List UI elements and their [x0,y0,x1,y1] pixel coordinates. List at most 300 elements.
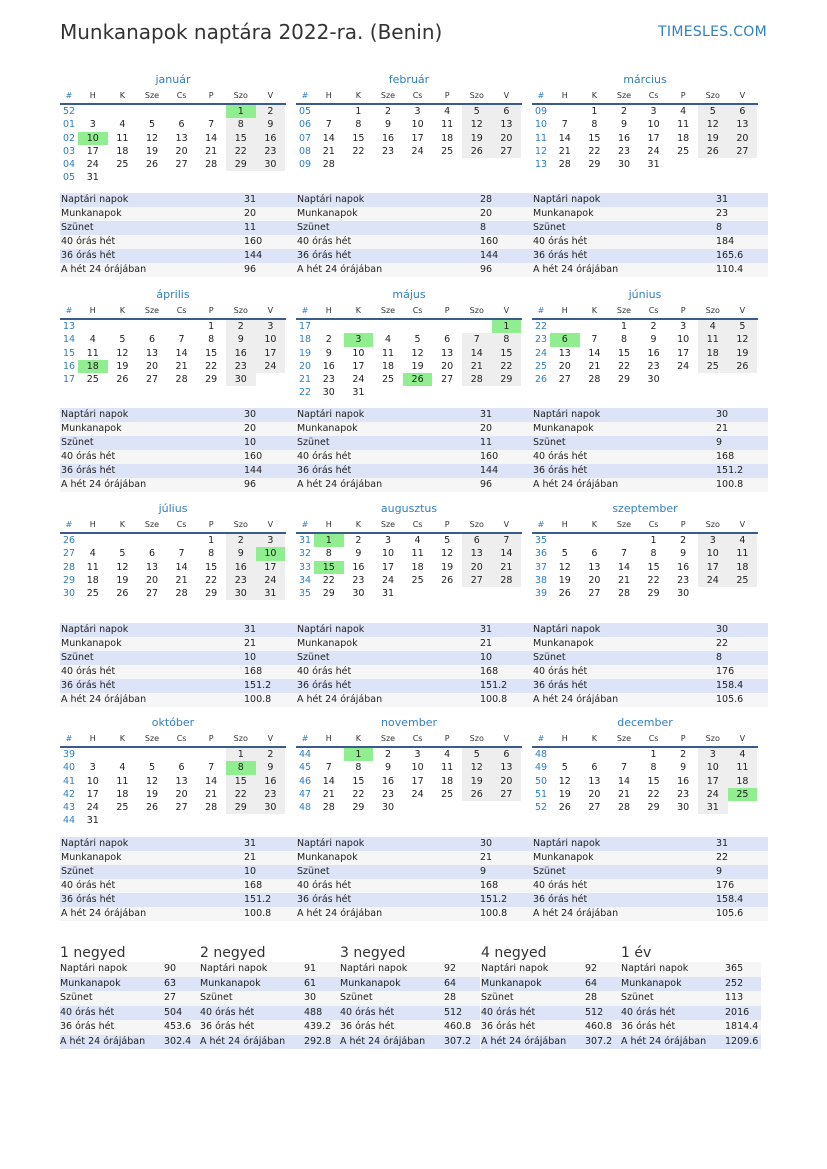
week-row [532,761,758,774]
stat-value: 144 [244,250,263,261]
day-cell: 26 [462,145,492,158]
day-cell: 28 [205,159,218,171]
day-cell: 3 [650,106,657,117]
stat-label: A hét 24 órájában [533,264,619,275]
stat-value: 21 [480,638,493,649]
stat-value: 460.8 [444,1021,472,1032]
weekday-label: Sze [144,306,160,315]
day-cell: 15 [226,775,256,788]
day-cell: 2 [226,320,256,333]
day-cell: 21 [205,145,218,157]
stat-row [532,235,768,249]
weekday-label: Szo [705,734,720,743]
week-number: 36 [534,548,548,560]
day-cell: 14 [175,347,188,359]
month-name: január [155,73,191,86]
stat-label: Munkanapok [61,638,122,649]
day-cell [403,158,433,171]
stat-row [60,879,296,893]
month-name: május [392,288,426,301]
stat-value: 11 [480,437,493,448]
day-cell [403,801,433,814]
stat-row [532,408,768,422]
day-cell: 1 [620,321,627,332]
stat-label: 36 órás hét [61,894,116,905]
stat-label: Naptári napok [340,963,408,974]
stat-value: 160 [244,236,263,247]
weekday-header [296,88,522,105]
day-cell: 20 [175,788,188,800]
week-number: 45 [298,762,312,774]
day-cell [344,158,374,171]
day-cell: 12 [145,132,159,144]
day-cell [373,320,403,333]
day-cell: 21 [462,360,492,373]
day-cell: 8 [591,119,598,131]
stat-value: 21 [716,423,729,434]
weekday-header [296,731,522,748]
day-cell: 30 [226,373,256,386]
stat-value: 23 [716,208,729,219]
day-cell: 9 [680,762,687,774]
day-cell: 22 [205,360,218,372]
day-cell: 9 [650,334,657,346]
day-cell: 16 [352,561,365,573]
week-row [296,801,522,814]
stat-value: 151.2 [480,894,508,905]
day-cell: 9 [226,547,256,560]
day-cell: 15 [647,775,660,787]
day-cell: 22 [492,360,522,373]
stat-label: Naptári napok [61,194,129,205]
stat-value: 100.8 [244,908,272,919]
day-cell [256,171,286,184]
stat-label: Naptári napok [297,838,365,849]
day-cell: 26 [558,588,571,600]
quarter-title: 3 negyed [340,945,406,961]
day-cell: 13 [175,132,188,144]
day-cell: 8 [650,548,657,560]
weekday-header [532,88,758,105]
quarter-title: 1 negyed [60,945,126,961]
stat-row [296,263,532,277]
day-cell [609,748,639,761]
weekday-label: # [537,306,545,315]
day-cell: 22 [226,145,256,158]
day-cell: 8 [620,334,627,346]
day-cell: 30 [647,374,660,386]
stat-row [296,907,532,921]
day-cell [196,814,226,827]
day-cell: 29 [647,588,660,600]
week-number: 03 [62,145,76,157]
day-cell: 17 [86,788,99,800]
day-cell: 23 [322,374,335,386]
week-row [532,547,758,560]
stat-label: 36 órás hét [60,1021,115,1032]
stat-value: 63 [164,977,177,989]
stat-label: Szünet [61,866,94,877]
month-calendar [532,715,758,814]
day-cell [373,158,403,171]
day-cell [728,158,758,171]
stat-value: 20 [480,423,493,434]
week-row [60,333,286,346]
stat-label: Szünet [481,992,514,1003]
day-cell: 2 [620,106,627,117]
day-cell [432,587,462,600]
stat-label: A hét 24 órájában [481,1035,567,1047]
stat-value: 91 [304,963,317,974]
week-row [532,373,758,386]
day-cell: 7 [178,548,185,560]
day-cell: 5 [148,762,155,774]
day-cell: 1 [344,748,374,761]
week-number: 52 [534,802,548,814]
day-cell: 13 [441,347,454,359]
stat-value: 21 [244,852,257,863]
weekday-label: H [89,91,96,100]
week-number: 22 [298,387,312,399]
day-cell: 25 [728,574,758,587]
weekday-label: Szo [233,734,248,743]
day-cell: 27 [588,802,601,814]
stat-value: 30 [244,409,257,420]
stat-row [60,207,296,221]
day-cell: 3 [414,749,421,760]
stat-row [532,651,768,665]
brand-logo-link[interactable]: TIMESLES.COM [658,24,767,40]
week-number: 47 [298,788,312,800]
day-cell: 12 [728,333,758,346]
stat-label: A hét 24 órájában [533,479,619,490]
stat-value: 151.2 [480,680,508,691]
day-cell: 12 [411,347,424,359]
quarter-block [200,944,340,1049]
stat-row [532,450,768,464]
week-number: 16 [62,360,76,372]
stat-value: 1209.6 [725,1035,759,1047]
day-cell: 28 [175,588,188,600]
day-cell [196,171,226,184]
day-cell: 21 [588,360,601,372]
day-cell: 17 [411,775,424,787]
day-cell: 29 [588,159,601,171]
weekday-header [60,88,286,105]
weekday-label: P [208,734,214,743]
day-cell: 6 [550,333,580,346]
day-cell: 17 [698,775,728,788]
day-cell: 23 [256,788,286,801]
day-cell: 14 [205,132,218,144]
quarter-rows [60,962,200,1049]
day-cell: 11 [411,548,424,560]
day-cell: 26 [116,374,129,386]
day-cell: 12 [145,775,159,787]
week-number: 39 [62,749,76,760]
weekday-label: Cs [648,91,659,100]
weekday-label: V [503,520,510,529]
weekday-label: V [739,520,746,529]
day-cell: 31 [647,159,660,171]
day-cell: 30 [617,159,631,171]
week-number: 39 [534,588,548,600]
day-cell: 5 [119,334,126,346]
weekday-label: Cs [648,306,659,315]
day-cell [78,534,108,547]
stat-row [296,478,532,492]
stat-value: 96 [480,264,493,275]
quarter-block [481,944,621,1049]
weekday-label: Cs [176,306,187,315]
day-cell [196,748,226,761]
week-number: 17 [298,321,312,332]
weekday-label: K [355,520,362,529]
day-cell: 2 [355,535,362,546]
week-row [60,788,286,801]
week-row [532,158,758,171]
day-cell: 21 [205,788,218,800]
day-cell: 8 [226,761,256,774]
stat-value: 30 [304,992,317,1003]
weekday-label: V [267,520,274,529]
stat-value: 160 [480,236,499,247]
day-cell [137,171,167,184]
day-cell: 1 [208,321,215,332]
stat-value: 10 [480,652,493,663]
stat-value: 8 [716,222,723,233]
week-number: 05 [62,172,76,184]
month-stats [60,193,296,277]
stat-label: 36 órás hét [200,1021,255,1032]
day-cell: 3 [698,534,728,547]
stat-label: 36 órás hét [481,1021,536,1032]
stat-row [296,623,532,637]
weekday-label: # [301,734,309,743]
day-cell: 13 [588,775,601,787]
day-cell: 24 [411,145,424,157]
stat-value: 100.8 [480,908,508,919]
stat-value: 30 [716,624,729,635]
day-cell: 1 [226,105,256,118]
day-cell [137,105,167,118]
weekday-label: K [355,91,362,100]
stat-row [481,1035,621,1050]
day-cell [108,320,138,333]
quarter-block [340,944,480,1049]
stat-label: 40 órás hét [340,1006,395,1018]
weekday-label: Szo [469,91,484,100]
week-row [532,105,758,118]
day-cell: 7 [620,762,627,774]
stat-label: Naptári napok [297,194,365,205]
day-cell: 26 [441,574,454,586]
day-cell: 20 [145,360,159,372]
stat-value: 176 [716,666,735,677]
day-cell: 10 [381,548,395,560]
week-row [532,333,758,346]
day-cell: 28 [492,574,522,587]
day-cell: 14 [617,775,631,787]
day-cell: 26 [145,802,159,814]
day-cell: 30 [381,802,395,814]
weekday-label: K [119,306,126,315]
stat-row [532,249,768,263]
day-cell: 9 [226,333,256,346]
week-row [296,587,522,600]
stat-label: A hét 24 órájában [61,694,147,705]
stat-value: 110.4 [716,264,744,275]
stat-label: 40 órás hét [533,451,588,462]
day-cell: 6 [462,534,492,547]
stat-row [532,207,768,221]
day-cell: 17 [698,561,728,574]
day-cell: 17 [86,145,99,157]
day-cell: 4 [444,749,451,760]
day-cell: 19 [462,132,492,145]
day-cell: 29 [647,802,660,814]
week-row [60,171,286,184]
month-name: április [156,288,190,301]
weekday-label: K [591,520,598,529]
day-cell: 18 [116,145,129,157]
day-cell [137,814,167,827]
stat-label: Munkanapok [61,423,122,434]
day-cell: 11 [116,132,129,144]
week-row [532,534,758,547]
day-cell: 2 [256,105,286,118]
week-row [532,748,758,761]
weekday-label: Szo [469,520,484,529]
weekday-label: Sze [144,520,160,529]
day-cell: 22 [352,145,365,157]
day-cell [728,373,758,386]
day-cell: 3 [698,748,728,761]
weekday-label: Cs [412,734,423,743]
weekday-label: P [208,520,214,529]
day-cell: 14 [492,547,522,560]
stat-label: Szünet [340,992,373,1003]
day-cell: 11 [677,119,690,131]
month-calendar [296,715,522,814]
day-cell: 27 [145,588,159,600]
day-cell: 23 [256,145,286,158]
day-cell: 12 [441,548,454,560]
day-cell: 28 [175,374,188,386]
week-number: 32 [298,548,312,560]
stat-value: 64 [444,977,457,989]
day-cell: 12 [462,118,492,131]
day-cell: 14 [462,347,492,360]
day-cell: 16 [226,347,256,360]
stat-row [296,207,532,221]
day-cell: 5 [728,320,758,333]
stat-value: 151.2 [716,465,744,476]
stat-label: Szünet [200,992,233,1003]
stat-value: 1814.4 [725,1021,759,1032]
stat-value: 64 [585,977,598,989]
stat-value: 28 [585,992,598,1003]
stat-row [296,837,532,851]
day-cell: 23 [677,574,690,586]
day-cell: 23 [352,574,365,586]
day-cell: 10 [647,119,660,131]
day-cell: 19 [728,347,758,360]
day-cell [668,158,698,171]
day-cell: 7 [561,119,568,131]
week-row [296,761,522,774]
weekday-label: Szo [705,306,720,315]
day-cell: 28 [462,373,492,386]
day-cell [609,534,639,547]
stat-value: 168 [480,666,499,677]
weekday-label: H [325,734,332,743]
weekday-label: V [267,306,274,315]
day-cell: 3 [384,535,391,546]
stat-label: Naptári napok [533,194,601,205]
weekday-label: P [680,91,686,100]
week-row [532,320,758,333]
day-cell: 22 [352,788,365,800]
stat-row [60,679,296,693]
day-cell: 18 [78,360,108,373]
weekday-header [532,731,758,748]
month-calendar [60,72,286,185]
day-cell [78,748,108,761]
week-row [60,814,286,827]
day-cell: 30 [256,158,286,171]
day-cell: 16 [677,775,690,787]
day-cell: 8 [226,118,256,131]
weekday-label: Sze [616,734,632,743]
day-cell: 10 [86,775,99,787]
week-number: 01 [62,119,76,131]
day-cell: 25 [677,145,690,157]
month-stats [532,623,768,707]
day-cell: 25 [728,788,758,801]
week-number: 44 [298,749,312,760]
stat-label: 40 órás hét [61,451,116,462]
quarter-rows [200,962,340,1049]
day-cell: 10 [698,761,728,774]
weekday-label: # [301,520,309,529]
stat-value: 151.2 [244,680,272,691]
stat-row [532,893,768,907]
week-number: 08 [298,145,312,157]
week-number: 29 [62,574,76,586]
day-cell: 27 [175,159,188,171]
day-cell: 22 [647,574,660,586]
day-cell: 15 [205,347,218,359]
weekday-label: P [444,520,450,529]
day-cell [550,534,580,547]
stat-row [621,1006,761,1021]
day-cell: 28 [322,159,335,171]
day-cell: 22 [322,574,335,586]
weekday-label: Cs [412,306,423,315]
week-row [296,386,522,399]
week-number: 31 [298,535,312,546]
day-cell: 21 [617,788,631,800]
day-cell: 10 [256,333,286,346]
week-row [296,561,522,574]
week-row [296,158,522,171]
stat-label: Szünet [533,866,566,877]
weekday-label: Sze [380,734,396,743]
day-cell: 9 [620,119,627,131]
day-cell: 19 [558,574,571,586]
weekday-label: H [89,520,96,529]
